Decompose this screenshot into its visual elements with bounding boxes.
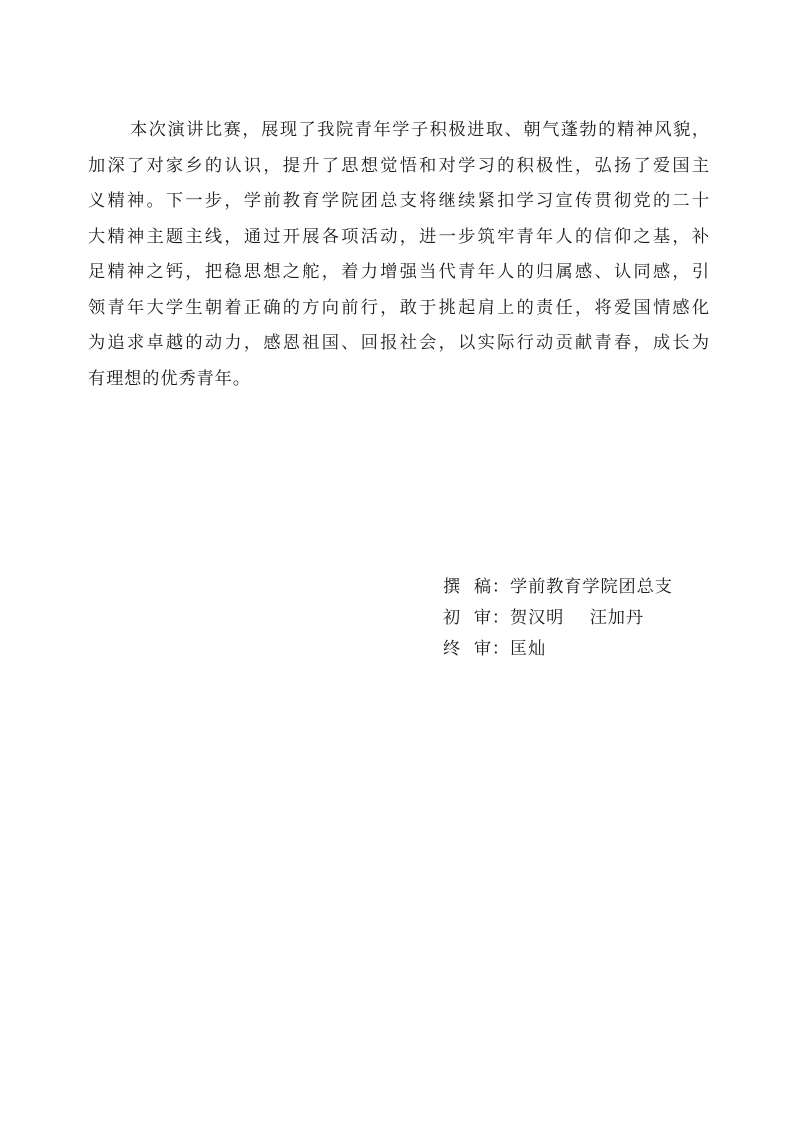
paragraph-line: 有理想的优秀青年。 (88, 368, 251, 389)
first-review-label: 初 审： (443, 608, 510, 628)
paragraph-line: 为追求卓越的动力，感恩祖国、回报社会，以实际行动贡献青春，成长为 (88, 333, 710, 353)
signoff-final-review-row (443, 634, 673, 665)
drafter-value: 学前教育学院团总支 (510, 577, 673, 597)
paragraph-line: 领青年大学生朝着正确的方向前行，敢于挑起肩上的责任，将爱国情感化 (88, 297, 710, 318)
paragraph-line: 本次演讲比赛，展现了我院青年学子积极进取、朝气蓬勃的精神风貌， (130, 120, 710, 140)
paragraph-line: 加深了对家乡的认识，提升了思想觉悟和对学习的积极性，弘扬了爱国主 (88, 155, 710, 176)
paragraph-line: 义精神。下一步，学前教育学院团总支将继续紧扣学习宣传贯彻党的二十 (88, 191, 710, 211)
final-review-value: 匡灿 (510, 639, 547, 659)
signoff-drafter-row (443, 572, 673, 603)
paragraph-line: 足精神之钙，把稳思想之舵，着力增强当代青年人的归属感、认同感，引 (88, 262, 710, 282)
first-review-value: 贺汉明 汪加丹 (510, 608, 644, 628)
body-paragraph (88, 113, 710, 397)
final-review-label: 终 审： (443, 639, 510, 659)
drafter-label: 撰 稿： (443, 577, 510, 597)
paragraph-line: 大精神主题主线，通过开展各项活动，进一步筑牢青年人的信仰之基，补 (88, 226, 710, 247)
signoff-first-review-row (443, 603, 673, 634)
signoff-block (443, 572, 673, 665)
